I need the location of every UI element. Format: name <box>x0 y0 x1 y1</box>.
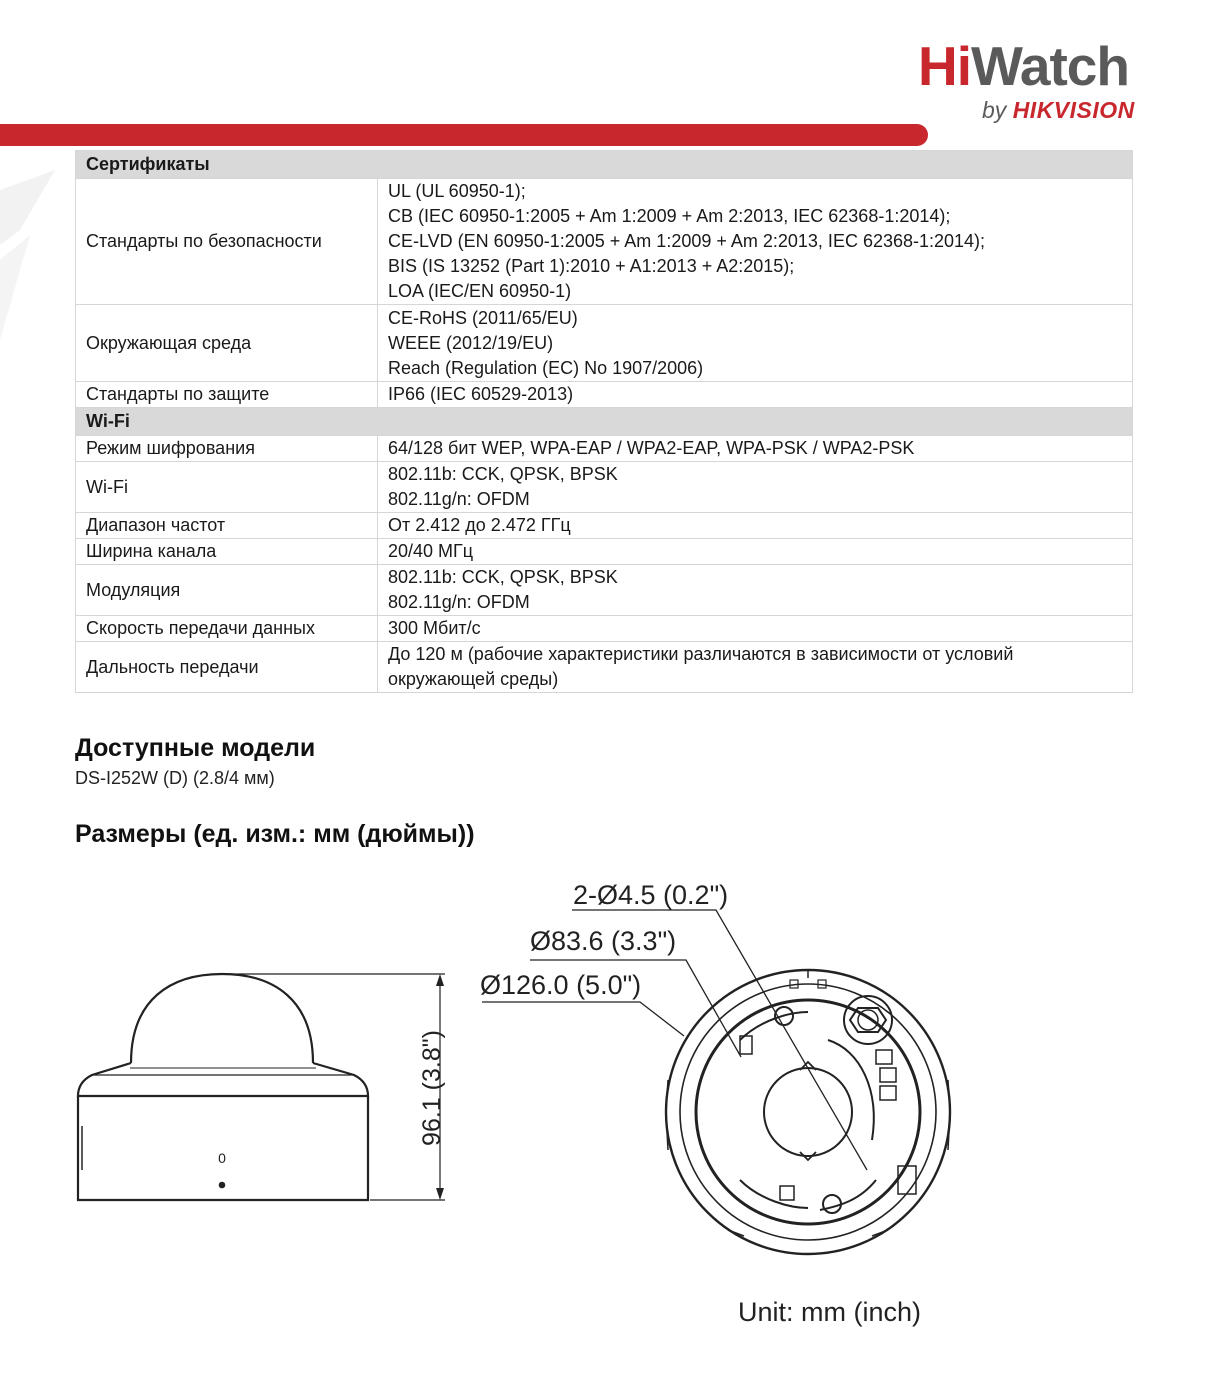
value-line: окружающей среды) <box>388 669 559 689</box>
value-line: WEEE (2012/19/EU) <box>388 332 554 353</box>
logo-wordmark <box>918 36 1129 96</box>
row-label-safety: Стандарты по безопасности <box>76 179 378 305</box>
hole-dimension-label: 2-Ø4.5 (0.2") <box>573 880 729 910</box>
row-value-range <box>378 642 1133 693</box>
row-value-safety <box>378 179 1133 305</box>
section-row-wifi <box>76 408 1133 436</box>
value-line: CB (IEC 60950-1:2005 + Am 1:2009 + Am 2:2013, IEC 62368-1:2014); <box>388 206 951 226</box>
table-row <box>76 179 1133 305</box>
section-title-wifi: Wi-Fi <box>76 408 1133 436</box>
hiwatch-logo <box>918 36 1168 132</box>
value-line: 802.11g/n: OFDM <box>388 592 530 612</box>
table-row <box>76 305 1133 382</box>
logo-watch: Watch <box>971 35 1129 97</box>
row-label-wifi: Wi-Fi <box>76 462 378 513</box>
header-red-bar <box>0 124 928 146</box>
spec-table <box>75 150 1133 693</box>
row-value-rate: 300 Мбит/с <box>378 616 1133 642</box>
row-label-env: Окружающая среда <box>76 305 378 382</box>
row-value-encryption: 64/128 бит WEP, WPA-EAP / WPA2-EAP, WPA-PSK / WPA2-PSK <box>378 436 1133 462</box>
value-line: LOA (IEC/EN 60950-1) <box>388 281 572 301</box>
row-label-modulation: Модуляция <box>76 565 378 616</box>
table-row <box>76 382 1133 408</box>
section-title-certs: Сертификаты <box>76 151 1133 179</box>
logo-by: by <box>982 97 1007 123</box>
row-label-protection: Стандарты по защите <box>76 382 378 408</box>
models-heading: Доступные модели <box>75 734 316 762</box>
height-dimension-label: 96.1 (3.8") <box>418 1030 446 1146</box>
camera-side-view <box>78 974 445 1200</box>
row-value-freq: От 2.412 до 2.472 ГГц <box>378 513 1133 539</box>
logo-hi: Hi <box>918 35 971 97</box>
row-label-rate: Скорость передачи данных <box>76 616 378 642</box>
outer-diameter-label: Ø126.0 (5.0") <box>480 970 642 1000</box>
dimension-drawing <box>60 860 1060 1360</box>
row-value-wifi <box>378 462 1133 513</box>
table-row <box>76 436 1133 462</box>
row-value-env <box>378 305 1133 382</box>
table-row <box>76 616 1133 642</box>
row-label-range: Дальность передачи <box>76 642 378 693</box>
logo-brand: HIKVISION <box>1012 97 1135 123</box>
value-line: CE-LVD (EN 60950-1:2005 + Am 1:2009 + Am 2:2013, IEC 62368-1:2014); <box>388 231 986 251</box>
value-line: BIS (IS 13252 (Part 1):2010 + A1:2013 + A2:2015); <box>388 256 795 276</box>
row-value-modulation <box>378 565 1133 616</box>
row-value-protection: IP66 (IEC 60529-2013) <box>378 382 1133 408</box>
value-line: UL (UL 60950-1); <box>388 181 526 201</box>
table-row <box>76 642 1133 693</box>
table-row <box>76 462 1133 513</box>
section-row-certs <box>76 151 1133 179</box>
row-label-encryption: Режим шифрования <box>76 436 378 462</box>
models-text: DS-I252W (D) (2.8/4 мм) <box>75 768 275 788</box>
dimensions-heading: Размеры (ед. изм.: мм (дюймы)) <box>75 820 475 848</box>
table-row <box>76 539 1133 565</box>
table-row <box>76 565 1133 616</box>
value-line: 802.11b: CCK, QPSK, BPSK <box>388 464 618 484</box>
table-row <box>76 513 1133 539</box>
watermark-shape <box>0 150 70 350</box>
row-label-channel: Ширина канала <box>76 539 378 565</box>
camera-bottom-view <box>666 970 950 1254</box>
row-label-freq: Диапазон частот <box>76 513 378 539</box>
inner-diameter-label: Ø83.6 (3.3") <box>530 926 677 956</box>
value-line: 802.11g/n: OFDM <box>388 489 530 509</box>
value-line: До 120 м (рабочие характеристики различаются в зависимости от условий <box>388 644 1014 664</box>
logo-byline <box>982 96 1135 124</box>
led-mark: 0 <box>218 1150 226 1166</box>
value-line: 802.11b: CCK, QPSK, BPSK <box>388 567 618 587</box>
unit-label: Unit: mm (inch) <box>738 1297 922 1327</box>
row-value-channel: 20/40 МГц <box>378 539 1133 565</box>
value-line: Reach (Regulation (EC) No 1907/2006) <box>388 357 704 378</box>
value-line: CE-RoHS (2011/65/EU) <box>388 307 578 328</box>
